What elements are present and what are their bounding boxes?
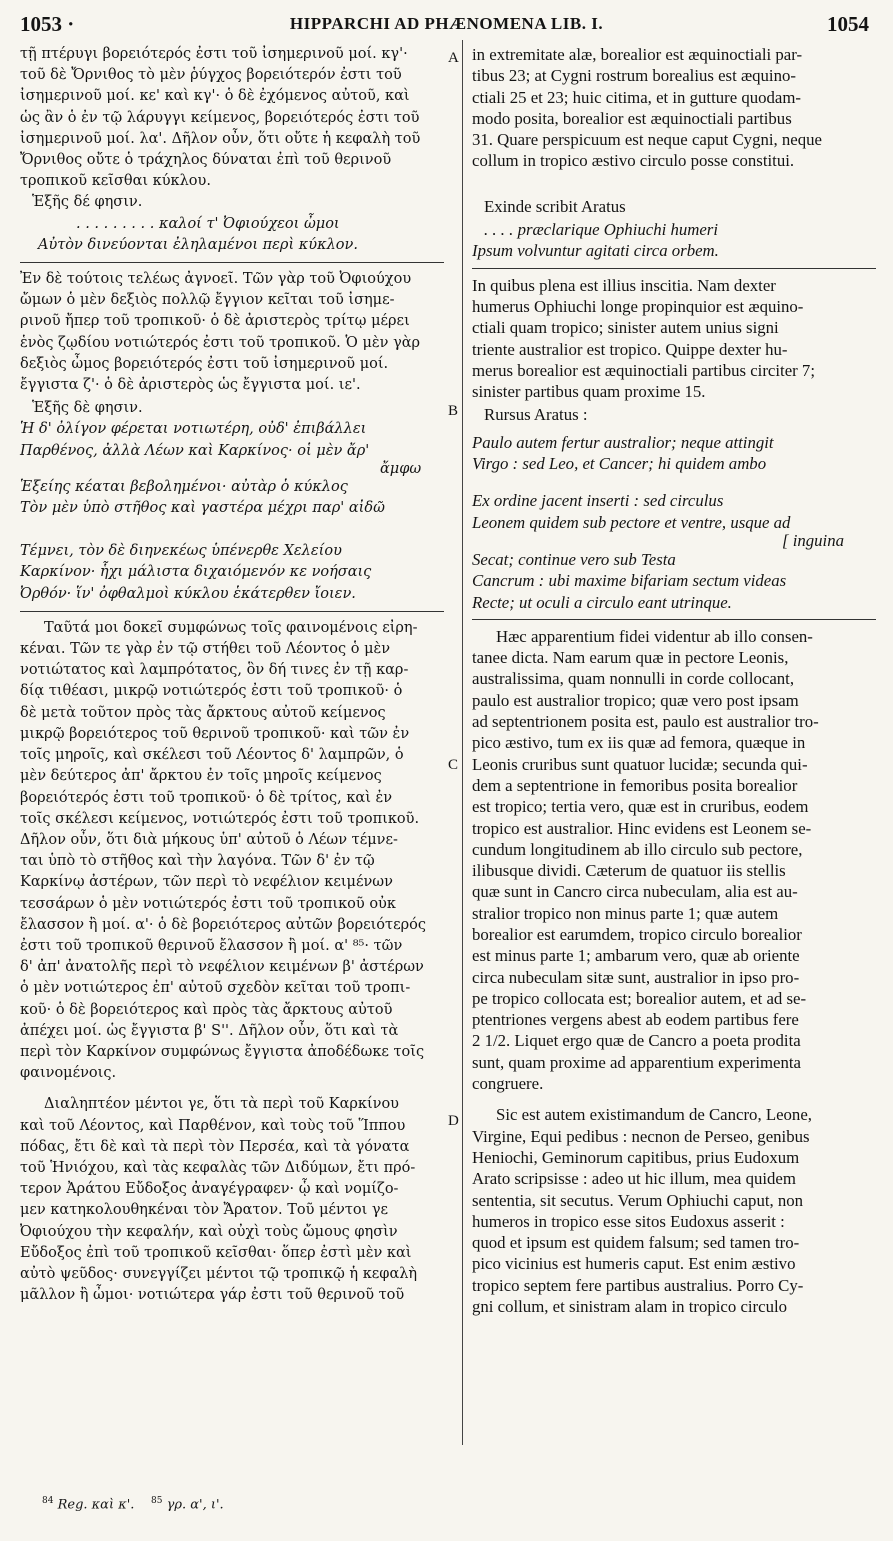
text-line: sunt, quam proxime ad apparentium experimenta — [472, 1052, 801, 1072]
text-line: pico æstivo, tum ex iis quæ ad femora, quæque in — [472, 733, 806, 753]
text-line: ἐστι τοῦ τροπικοῦ θερινοῦ ἔλασσον ἢ μοί. α' ⁸⁵· τῶν — [20, 937, 403, 954]
text-line: Heniochi, Geminorum capitibus, prius Eudoxum — [472, 1147, 800, 1167]
text-line: ptentriones vergens abest ab eodem partibus fere — [472, 1010, 799, 1030]
text-line: gni collum, et sinistram alam in tropico circulo — [472, 1297, 788, 1317]
text-line: humeros in tropico esse sitos Eudoxus asserit : — [472, 1211, 785, 1231]
text-line: 31. Quare perspicuum est neque caput Cygni, neque — [472, 130, 822, 150]
text-line: tropico est australior. Hinc evidens est Leonem se- — [472, 818, 812, 838]
text-line: νοτιώτατος καὶ λαμπρότατος, ὃν δή τινες ἐν τῇ καρ- — [20, 662, 409, 679]
text-line: τροπικοῦ κεῖσθαι κύκλου. — [20, 173, 211, 190]
text-line: dem a septentrione in femoribus posita borealior — [472, 775, 798, 795]
text-line: ὁ μὲν νοτιώτερος ἐπ' αὐτοῦ σχεδὸν κεῖται τοῦ τροπι- — [20, 980, 411, 997]
text-line: australissima, quam nonnulli in corde collocant, — [472, 669, 795, 689]
text-line: Ὄρνιθος οὔτε ὁ τράχηλος δύναται ἐπὶ τοῦ θερινοῦ — [20, 152, 392, 169]
verse-line: ἄμφω — [380, 460, 422, 477]
text-line: Ταῦτά μοι δοκεῖ συμφώνως τοῖς φαινομένοις εἰρη- — [44, 619, 418, 636]
text-line: triente australior est tropico. Quippe dexter hu- — [472, 339, 788, 359]
latin-paragraph-2 — [472, 275, 876, 403]
footnote-number: 85 — [150, 1496, 163, 1506]
column-divider — [462, 40, 463, 1445]
text-line: ctiali quam tropico; sinister autem unius signi — [472, 318, 779, 338]
greek-paragraph-1 — [20, 44, 444, 192]
text-line: Leonis cruribus sunt quatuor lucidæ; secunda qui- — [472, 754, 808, 774]
verse-line: Ἑξείης κέαται βεβολημένοι· αὐτὰρ ὁ κύκλος — [20, 478, 348, 495]
text-line: paulo est australior tropico; quæ vero post ipsam — [472, 690, 799, 710]
text-line: τεσσάρων ὁ μὲν νοτιώτερός ἐστι τοῦ τροπικοῦ οὐκ — [20, 895, 396, 912]
text-line: Arato scripsisse : adeo ut hic illum, mea quidem — [472, 1169, 796, 1189]
text-line: δεξιὸς ὦμος βορειότερός ἐστι τοῦ ἰσημερινοῦ μοί. — [20, 355, 389, 372]
text-line: merus borealior est æquinoctiali partibus circiter 7; — [472, 360, 815, 380]
text-line: τοῦ Ἡνιόχου, καὶ τὰς κεφαλὰς τῶν Διδύμων, ἔτι πρό- — [20, 1159, 416, 1176]
text-line: pico vicinius est humeris caput. Est enim æstivo — [472, 1254, 796, 1274]
text-line: δ' ἀπ' ἀνατολῆς περὶ τὸ νεφέλιον κειμένων β' ἀστέρων — [20, 959, 424, 976]
verse-line: . . . . . . . . . καλοί τ' Ὀφιούχεοι ὦμοι — [76, 215, 340, 232]
verse-line: . . . . præclarique Ophiuchi humeri — [484, 220, 718, 240]
text-line: collum in tropico æstivo circulo posse constitui. — [472, 151, 795, 171]
text-line: δὲ μετὰ τοῦτον πρὸς τὰς ἄρκτους αὐτοῦ κείμενος — [20, 704, 386, 721]
verse-line: Καρκίνον· ἧχι μάλιστα διχαιόμενόν κε νοήσαις — [20, 564, 372, 581]
margin-letter-d: D — [448, 1113, 459, 1129]
text-line: ται ὑπὸ τὸ στῆθος καὶ τὴν λαγόνα. Τῶν δ' ἐν τῷ — [20, 853, 375, 870]
verse-line: Virgo : sed Leo, et Cancer; hi quidem ambo — [472, 454, 767, 474]
verse-underline — [20, 611, 444, 612]
text-line: modo posita, borealior est æquinoctiali partibus — [472, 108, 792, 128]
text-line: φαινομένοις. — [20, 1065, 117, 1082]
text-line: Hæc apparentium fidei videntur ab illo consen- — [496, 626, 813, 646]
verse-line: Τέμνει, τὸν δὲ διηνεκέως ὑπένερθε Χελείου — [20, 543, 342, 560]
verse-line: [ inguina — [782, 530, 845, 550]
text-line: pe tropico collocata est; borealior autem, et ad se- — [472, 988, 807, 1008]
text-line: sententia, sit secutus. Verum Ophiuchi caput, non — [472, 1190, 804, 1210]
text-line: ad septentrionem posita est, paulo est australior tro- — [472, 712, 819, 732]
text-line: Ὀφιούχου τὴν κεφαλήν, καὶ οὐχὶ τοὺς ὤμους φησὶν — [20, 1223, 398, 1240]
text-line: Διαληπτέον μέντοι γε, ὅτι τὰ περὶ τοῦ Καρκίνου — [44, 1096, 399, 1113]
text-line: τοῦ δὲ Ὄρνιθος τὸ μὲν ῥύγχος βορειότερόν ἐστι τοῦ — [20, 67, 402, 84]
verse-line: Secat; continue vero sub Testa — [472, 549, 676, 569]
greek-verse-2 — [20, 419, 444, 604]
text-line: in extremitate alæ, borealior est æquinoctiali par- — [472, 45, 803, 64]
text-line: ἔγγιστα ζ'· ὁ δὲ ἀριστερὸς ὡς ἔγγιστα μοί. ιε'. — [20, 377, 361, 394]
page-number-right: 1054 — [827, 12, 869, 36]
text-line: ὤμων ὁ μὲν δεξιὸς πολλῷ ἔγγιον κεῖται τοῦ ἰσημε- — [20, 292, 395, 309]
verse-line: Παρθένος, ἀλλὰ Λέων καὶ Καρκίνος· οἱ μὲν ἄρ' — [20, 442, 370, 459]
page-number-left: 1053 · — [20, 12, 75, 36]
text-line: ἔλασσον ἢ μοί. α'· ὁ δὲ βορειότερος αὐτῶν βορειότερός — [20, 916, 426, 933]
page-header — [0, 0, 893, 40]
text-line: tibus 23; at Cygni rostrum borealius est æquino- — [472, 66, 796, 86]
text-line: τοῖς μηροῖς, καὶ σκέλεσι τοῦ Λέοντος δ' λαμπρῶν, ὁ — [20, 747, 404, 764]
text-line: τοῖς σκέλεσι κείμενος, νοτιώτερός ἐστι τοῦ τροπικοῦ. — [20, 810, 420, 827]
verse-line: Ex ordine jacent inserti : sed circulus — [472, 491, 724, 511]
margin-letter-b: B — [448, 403, 459, 419]
text-line: περὶ τὸν Καρκίνον συμφώνως ἔγγιστα ἀποδέδωκε τοῖς — [20, 1043, 425, 1060]
text-line: ἑνὸς ζῳδίου νοτιώτερός ἐστι τοῦ τροπικοῦ. Ὁ μὲν γὰρ — [20, 334, 421, 351]
verse-line: Cancrum : ubi maxime bifariam sectum videas — [472, 571, 787, 591]
verse-line: Ipsum volvuntur agitati circa orbem. — [472, 241, 719, 261]
latin-verse-2 — [472, 432, 876, 613]
greek-lead-1: Ἑξῆς δέ φησιν. — [32, 194, 143, 211]
latin-paragraph-4 — [472, 1104, 876, 1317]
text-line: stralior tropico non minus parte 1; quæ autem — [472, 903, 779, 923]
greek-lead-2: Ἑξῆς δὲ φησιν. — [32, 400, 143, 417]
text-line: ἰσημερινοῦ μοί. λα'. Δῆλον οὖν, ὅτι οὔτε ἡ κεφαλὴ τοῦ — [20, 130, 421, 147]
verse-line: Ἡ δ' ὀλίγον φέρεται νοτιωτέρη, οὐδ' ἐπιβάλλει — [20, 421, 367, 438]
greek-paragraph-2 — [20, 269, 444, 396]
text-line: τῇ πτέρυγι βορειότερός ἐστι τοῦ ἰσημερινοῦ μοί. κγ'· — [20, 46, 408, 62]
latin-paragraph-3 — [472, 626, 876, 1095]
verse-underline — [20, 262, 444, 263]
text-line: ilibusque dividi. Cæterum de quatuor iis stellis — [472, 861, 786, 881]
text-line: Δῆλον οὖν, ὅτι διὰ μήκους ὑπ' αὐτοῦ ὁ Λέων τέμνε- — [20, 831, 398, 848]
text-line: μικρῷ βορειότερος τοῦ θερινοῦ τροπικοῦ· καὶ τῶν ἐν — [20, 725, 410, 742]
text-line: πόδας, ἔτι δὲ καὶ τὰ περὶ τὸν Περσέα, καὶ τὰ γόνατα — [20, 1138, 410, 1155]
footnote-number: 84 — [42, 1496, 54, 1506]
text-line: cundum longitudinem ab illo circulo sub pectore, — [472, 839, 803, 859]
text-line: μεν κατηκολουθηκέναι τὸν Ἄρατον. Τοῦ μέντοι γε — [20, 1202, 389, 1219]
text-line: δίᾳ τιθέασι, μικρῷ νοτιώτερός ἐστι τοῦ τροπικοῦ· ὁ — [20, 683, 403, 700]
verse-line: Αὐτὸν δινεύονται ἐληλαμένοι περὶ κύκλον. — [38, 236, 358, 253]
text-line: Virgine, Equi pedibus : necnon de Perseo, genibus — [472, 1126, 810, 1146]
greek-verse-1 — [20, 214, 444, 256]
footnote-text: Reg. καὶ κ'. — [57, 1497, 135, 1513]
margin-letter-a: A — [448, 50, 459, 66]
footnote-text: γρ. α', ι'. — [166, 1497, 224, 1513]
verse-line: Leonem quidem sub pectore et ventre, usque ad — [472, 512, 791, 532]
text-line: tanee dicta. Nam earum quæ in pectore Leonis, — [472, 648, 789, 668]
text-line: ctiali 25 et 23; huic citima, et in gutture quodam- — [472, 87, 802, 107]
latin-lead-1: Exinde scribit Aratus — [484, 196, 626, 216]
text-line: 2 1/2. Liquet ergo quæ de Cancro a poeta prodita — [472, 1031, 801, 1051]
text-line: ἰσημερινοῦ μοί. κε' καὶ κγ'· ὁ δὲ ἐχόμενος αὐτοῦ, καὶ — [20, 88, 410, 105]
text-line: κοῦ· ὁ δὲ βορειότερος καὶ πρὸς τὰς ἄρκτους αὐτοῦ — [20, 1001, 393, 1018]
greek-paragraph-3 — [20, 618, 444, 1084]
text-line: humerus Ophiuchi longe propinquior est æquino- — [472, 296, 804, 316]
text-line: In quibus plena est illius inscitia. Nam dexter — [472, 275, 776, 295]
text-line: Sic est autem existimandum de Cancro, Leone, — [496, 1105, 812, 1125]
verse-line: Paulo autem fertur australior; neque attingit — [472, 432, 774, 452]
greek-column — [20, 44, 444, 1306]
margin-letter-c: C — [448, 757, 459, 773]
text-line: ὡς ἂν ὁ ἐν τῷ λάρυγγι κείμενος, βορειότερός ἐστι τοῦ — [20, 109, 420, 126]
text-line: Εὔδοξος ἐπὶ τοῦ τροπικοῦ κεῖσθαι· ὅπερ ἐστὶ μὲν καὶ — [20, 1244, 412, 1261]
latin-lead-2: Rursus Aratus : — [484, 405, 588, 425]
verse-underline — [472, 268, 876, 269]
text-line: ρινοῦ ἤπερ τοῦ τροπικοῦ· ὁ δὲ ἀριστερὸς τρίτῳ μέρει — [20, 313, 410, 330]
latin-column — [472, 44, 876, 1317]
text-line: κέναι. Τῶν τε γὰρ ἐν τῷ στήθει τοῦ Λέοντος ὁ μὲν — [20, 641, 391, 658]
text-line: βορειότερός ἐστι τοῦ τροπικοῦ· ὁ δὲ τρίτος, καὶ ἐν — [20, 789, 393, 806]
verse-line: Τὸν μὲν ὑπὸ στῆθος καὶ γαστέρα μέχρι παρ' αἰδῶ — [20, 500, 385, 517]
text-line: Καρκίνῳ ἀστέρων, τῶν περὶ τὸ νεφέλιον κειμένων — [20, 874, 393, 891]
text-line: ἀπέχει μοί. ὡς ἔγγιστα β' S''. Δῆλον οὖν, ὅτι καὶ τὰ — [20, 1022, 399, 1039]
text-line: αὐτὸ ψεῦδος· συνεγγίζει μέντοι τῷ τροπικῷ ἡ κεφαλὴ — [20, 1265, 418, 1282]
footnotes — [42, 1496, 224, 1512]
verse-underline — [472, 619, 876, 620]
verse-line: Recte; ut oculi a circulo eant utrinque. — [472, 592, 732, 612]
text-line: quod et ipsum est quidem falsum; sed tamen tro- — [472, 1233, 800, 1253]
text-line: est tropico; tertia vero, quæ est in cruribus, eodem — [472, 797, 809, 817]
latin-verse-1 — [472, 219, 876, 262]
greek-paragraph-4 — [20, 1094, 444, 1306]
text-line: tropico septem fere partibus australius. Porro Cy- — [472, 1275, 804, 1295]
text-line: circa nubeculam sitæ sunt, australior in ipso pro- — [472, 967, 800, 987]
text-line: est minus parte 1; ambarum vero, quæ ab oriente — [472, 946, 800, 966]
text-line: Ἐν δὲ τούτοις τελέως ἀγνοεῖ. Τῶν γὰρ τοῦ Ὀφιούχου — [20, 271, 412, 288]
text-line: μᾶλλον ἢ ὦμοι· νοτιώτερα γάρ ἐστι τοῦ θερινοῦ τοῦ — [20, 1287, 405, 1304]
latin-paragraph-1 — [472, 44, 876, 172]
text-line: quæ sunt in Cancro circa nubeculam, alia est au- — [472, 882, 798, 902]
text-line: τερον Ἀράτου Εὔδοξος ἀναγέγραφεν· ᾧ καὶ νομίζο- — [20, 1181, 399, 1198]
text-line: congruere. — [472, 1074, 544, 1094]
text-line: borealior est earumdem, tropico circulo borealior — [472, 924, 802, 944]
running-title: HIPPARCHI AD PHÆNOMENA LIB. I. — [289, 14, 604, 33]
verse-line: Ὀρθόν· ἵν' ὀφθαλμοὶ κύκλου ἑκάτερθεν ἴοιεν. — [20, 585, 356, 602]
text-line: καὶ τοῦ Λέοντος, καὶ Παρθένον, καὶ τοὺς τοῦ Ἵππου — [20, 1117, 406, 1134]
text-line: μὲν δεύτερος ἀπ' ἄρκτου ἐν τοῖς μηροῖς κείμενος — [20, 768, 382, 785]
text-line: sinister partibus quam proxime 15. — [472, 382, 706, 402]
